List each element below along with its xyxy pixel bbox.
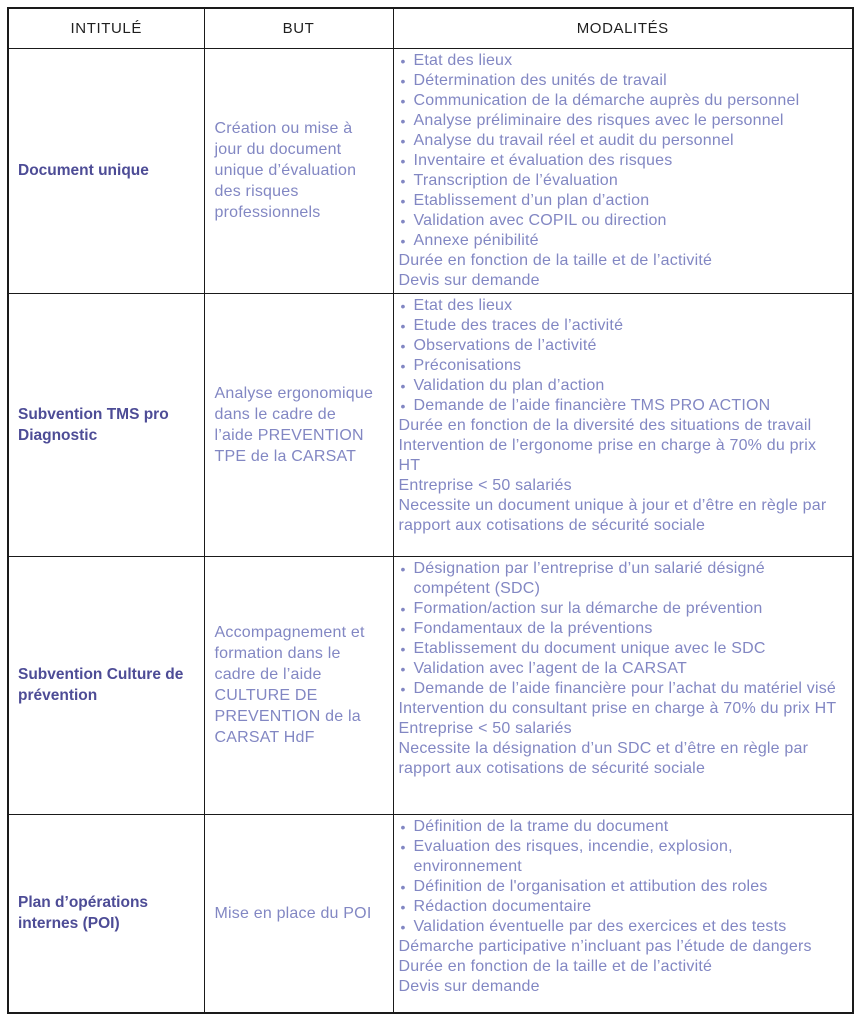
bullet-icon: • <box>400 878 406 895</box>
modality-text: Fondamentaux de la préventions <box>413 619 653 637</box>
modality-bullet-item <box>401 559 841 599</box>
bullet-icon: • <box>400 192 406 209</box>
modality-text: Analyse préliminaire des risques avec le personnel <box>413 111 784 129</box>
column-header-modalites: MODALITÉS <box>393 8 853 48</box>
bullet-icon: • <box>400 132 406 149</box>
modalities-list <box>399 51 841 291</box>
modality-text: Evaluation des risques, incendie, explosion, environnement <box>413 837 733 875</box>
modality-text: Etat des lieux <box>413 51 513 69</box>
service-modalities <box>393 814 853 1013</box>
modality-bullet-item <box>401 659 841 679</box>
service-modalities <box>393 556 853 814</box>
bullet-icon: • <box>400 112 406 129</box>
table-body <box>8 48 853 1013</box>
modality-note: Entreprise < 50 salariés <box>398 719 572 737</box>
modality-text: Etude des traces de l’activité <box>413 316 624 334</box>
modality-text: Observations de l’activité <box>413 336 597 354</box>
bullet-icon: • <box>400 560 406 577</box>
bullet-icon: • <box>400 52 406 69</box>
bullet-icon: • <box>400 600 406 617</box>
modality-text: Validation avec l’agent de la CARSAT <box>413 659 687 677</box>
modality-note: Devis sur demande <box>398 271 540 289</box>
modality-text: Rédaction documentaire <box>413 897 592 915</box>
modality-bullet-item <box>401 396 841 416</box>
service-modalities <box>393 293 853 556</box>
modality-bullet-item <box>401 131 841 151</box>
modalities-list <box>399 817 841 997</box>
modality-bullet-item <box>401 231 841 251</box>
modality-text: Communication de la démarche auprès du personnel <box>413 91 800 109</box>
bullet-icon: • <box>400 680 406 697</box>
modality-text: Détermination des unités de travail <box>413 71 667 89</box>
table-row <box>8 48 853 293</box>
service-goal: Création ou mise à jour du document unique d’évaluation des risques professionnels <box>204 48 393 293</box>
service-title: Subvention Culture de prévention <box>8 556 204 814</box>
modality-bullet-item <box>401 71 841 91</box>
modality-bullet-item <box>401 316 841 336</box>
modality-text: Etablissement du document unique avec le SDC <box>413 639 766 657</box>
bullet-icon: • <box>400 152 406 169</box>
bullet-icon: • <box>400 818 406 835</box>
modality-note: Durée en fonction de la diversité des situations de travail <box>398 416 812 434</box>
column-header-intitule: INTITULÉ <box>8 8 204 48</box>
modality-text: Inventaire et évaluation des risques <box>413 151 673 169</box>
modality-note: Entreprise < 50 salariés <box>398 476 572 494</box>
modality-bullet-item <box>401 917 841 937</box>
modality-bullet-item <box>401 679 841 699</box>
bullet-icon: • <box>400 838 406 855</box>
modality-bullet-item <box>401 151 841 171</box>
modality-text: Transcription de l’évaluation <box>413 171 618 189</box>
table-row <box>8 814 853 1013</box>
modality-bullet-item <box>401 111 841 131</box>
service-goal: Accompagnement et formation dans le cadre de l’aide CULTURE DE PREVENTION de la CARSAT HdF <box>204 556 393 814</box>
modality-bullet-item <box>401 51 841 71</box>
bullet-icon: • <box>400 92 406 109</box>
service-title: Plan d’opérations internes (POI) <box>8 814 204 1013</box>
modality-text: Désignation par l’entreprise d’un salarié désigné compétent (SDC) <box>413 559 765 597</box>
modality-bullet-item <box>401 619 841 639</box>
modality-note: Necessite un document unique à jour et d’être en règle par rapport aux cotisations de sécurité sociale <box>398 496 827 534</box>
column-header-but: BUT <box>204 8 393 48</box>
service-title: Document unique <box>8 48 204 293</box>
modality-bullet-item <box>401 356 841 376</box>
bullet-icon: • <box>400 72 406 89</box>
bullet-icon: • <box>400 212 406 229</box>
modality-text: Analyse du travail réel et audit du personnel <box>413 131 734 149</box>
modalities-list <box>399 559 841 779</box>
modality-text: Validation du plan d’action <box>413 376 605 394</box>
modality-text: Définition de la trame du document <box>413 817 669 835</box>
service-modalities <box>393 48 853 293</box>
modality-bullet-item <box>401 191 841 211</box>
modality-text: Définition de l'organisation et attibution des roles <box>413 877 768 895</box>
table-header-row <box>8 8 853 48</box>
modality-bullet-item <box>401 171 841 191</box>
bullet-icon: • <box>400 918 406 935</box>
modality-text: Etablissement d’un plan d’action <box>413 191 650 209</box>
table-row <box>8 556 853 814</box>
bullet-icon: • <box>400 660 406 677</box>
bullet-icon: • <box>400 357 406 374</box>
modality-text: Annexe pénibilité <box>413 231 539 249</box>
modality-bullet-item <box>401 877 841 897</box>
bullet-icon: • <box>400 377 406 394</box>
bullet-icon: • <box>400 172 406 189</box>
modality-bullet-item <box>401 837 841 877</box>
modality-note: Intervention de l’ergonome prise en charge à 70% du prix HT <box>398 436 817 474</box>
service-goal: Mise en place du POI <box>204 814 393 1013</box>
modality-bullet-item <box>401 91 841 111</box>
modality-bullet-item <box>401 336 841 356</box>
modality-text: Demande de l’aide financière TMS PRO ACTION <box>413 396 771 414</box>
modality-text: Validation avec COPIL ou direction <box>413 211 667 229</box>
modalities-list <box>399 296 841 536</box>
modality-bullet-item <box>401 639 841 659</box>
bullet-icon: • <box>400 640 406 657</box>
modality-note: Necessite la désignation d’un SDC et d’être en règle par rapport aux cotisations de sécurité sociale <box>398 739 809 777</box>
services-table <box>7 7 854 1014</box>
bullet-icon: • <box>400 898 406 915</box>
modality-bullet-item <box>401 211 841 231</box>
modality-text: Formation/action sur la démarche de prévention <box>413 599 763 617</box>
table-row <box>8 293 853 556</box>
modality-note: Durée en fonction de la taille et de l’activité <box>398 251 713 269</box>
bullet-icon: • <box>400 337 406 354</box>
modality-text: Demande de l’aide financière pour l’achat du matériel visé <box>413 679 836 697</box>
service-title: Subvention TMS pro Diagnostic <box>8 293 204 556</box>
modality-bullet-item <box>401 376 841 396</box>
service-goal: Analyse ergonomique dans le cadre de l’aide PREVENTION TPE de la CARSAT <box>204 293 393 556</box>
bullet-icon: • <box>400 317 406 334</box>
bullet-icon: • <box>400 620 406 637</box>
modality-bullet-item <box>401 599 841 619</box>
modality-text: Préconisations <box>413 356 522 374</box>
modality-bullet-item <box>401 817 841 837</box>
bullet-icon: • <box>400 232 406 249</box>
bullet-icon: • <box>400 397 406 414</box>
modality-note: Intervention du consultant prise en charge à 70% du prix HT <box>398 699 837 717</box>
modality-note: Devis sur demande <box>398 977 540 995</box>
bullet-icon: • <box>400 297 406 314</box>
modality-note: Démarche participative n’incluant pas l’étude de dangers <box>398 937 812 955</box>
modality-bullet-item <box>401 296 841 316</box>
modality-text: Etat des lieux <box>413 296 513 314</box>
modality-text: Validation éventuelle par des exercices et des tests <box>413 917 787 935</box>
modality-note: Durée en fonction de la taille et de l’activité <box>398 957 713 975</box>
modality-bullet-item <box>401 897 841 917</box>
